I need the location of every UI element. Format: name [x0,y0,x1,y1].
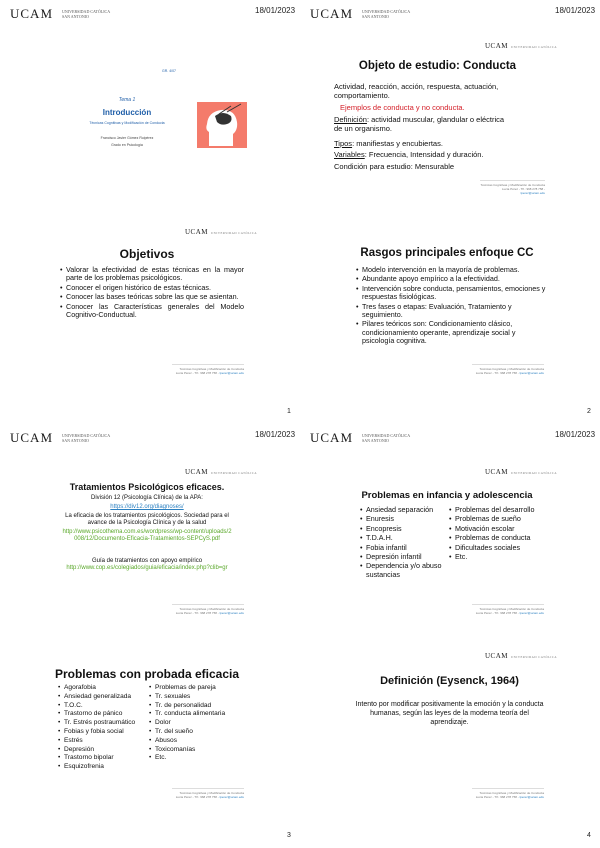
slide-logo: UCAM UNIVERSIDAD CATÓLICA [485,652,558,660]
footer-email-link[interactable]: lperez@ucam.edu [520,191,545,195]
list-item: • Agorafobia [58,684,148,692]
logo-sub-line-1: UNIVERSIDAD CATÓLICA [362,9,411,14]
logo-sub-line-1: UNIVERSIDAD CATÓLICA [62,9,111,14]
list-item: • Tr. del sueño [149,728,244,736]
course-code: GR. 4/07 [162,69,177,73]
objetivos-list [60,266,244,320]
list-item: • Tr. conducta alimentaria [149,710,244,718]
list-item: • Tres fases o etapas: Evaluación, Tratamiento y seguimiento. [356,303,548,320]
footer-email-link[interactable]: lperez@ucam.edu [219,611,244,615]
list-item: • Tr. Estrés postraumático [58,719,148,727]
list-item: • Abundante apoyo empírico a la efectividad. [356,275,548,283]
list-item: • Estrés [58,737,148,745]
slide-title-text: Introducción [102,108,152,117]
page-date: 18/01/2023 [555,6,596,15]
page-date: 18/01/2023 [255,6,296,15]
infancia-list-left [360,506,448,580]
apa-link[interactable]: https://div12.org/diagnoses/ [110,504,184,510]
list-item: • Etc. [149,754,244,762]
slide-logo: UCAM UNIVERSIDAD CATÓLICA [185,468,258,476]
logo-sub-line-2: SAN ANTONIO [62,438,89,443]
guia-text: Guía de tratamientos con apoyo empírico [91,558,203,564]
page-number: 2 [587,408,591,415]
list-item: • Pilares teóricos son: Condicionamiento clásico, condicionamiento operante, aprendizaje social y psicología cognitiva. [356,320,548,345]
list-item: • Conocer las Características generales del Modelo Cognitivo-Conductual. [60,303,244,320]
slide-logo: UCAM UNIVERSIDAD CATÓLICA [485,468,558,476]
page-logo-sub [362,9,410,19]
objeto-variables: Variables: Frecuencia, Intensidad y duración. [334,150,484,159]
list-item: • Problemas del desarrollo [449,506,544,514]
tema-label: Tema 1 [118,97,136,103]
list-item: • Encopresis [360,525,448,533]
objeto-condicion: Condición para estudio: Mensurable [334,162,455,171]
slide-footer: Técnicas Cognitivas y Modificación de Conducta Lucía Pérez - Tlf.: 968 278 758 - lperez@ucam.edu [472,788,544,799]
slide-title-rasgos: Rasgos principales enfoque CC [360,247,534,259]
page-date: 18/01/2023 [255,430,296,439]
slide-rasgos [352,222,592,375]
page-2 [300,0,600,424]
page-3 [0,424,300,848]
slide-footer: Técnicas Cognitivas y Modificación de Conducta Lucía Pérez - Tlf.: 968 278 758 - lperez@ucam.edu [172,364,244,375]
page-logo-sub [62,9,110,19]
list-item: • T.D.A.H. [360,534,448,542]
page-1 [0,0,300,424]
slide-definicion [352,646,592,799]
infancia-list-right [449,506,544,562]
slide-objeto-estudio [330,38,570,195]
definicion-text: Intento por modificar positivamente la emoción y la conducta humanas, según las leyes de la moderna teoría del aprendizaje. [355,701,544,726]
slide-logo: UCAM UNIVERSIDAD CATÓLICA [485,42,558,50]
slide-title [52,35,277,175]
list-item: • Problemas de conducta [449,534,544,542]
author: Francisco Javier Gómez Ruipérez [100,136,154,140]
list-item: • Dolor [149,719,244,727]
list-item: • Trastorno bipolar [58,754,148,762]
slide-footer: Técnicas Cognitivas y Modificación de Conducta Lucía Pérez - Tlf.: 968 278 758 - lperez@ucam.edu [172,788,244,799]
list-item: • Ansiedad separación [360,506,448,514]
page-number: 1 [287,408,291,415]
list-item: • Problemas de pareja [149,684,244,692]
list-item: • Problemas de sueño [449,515,544,523]
slide-footer: Técnicas Cognitivas y Modificación de Conducta Lucía Pérez - Tlf.: 968 278 758 - lperez@ucam.edu [480,180,545,195]
cop-link[interactable]: http://www.cop.es/colegiados/guia/eficacia/index.php?clib=gr [66,565,228,571]
list-item: • Depresión [58,746,148,754]
logo-sub-line-2: SAN ANTONIO [62,14,89,19]
list-item: • Toxicomanías [149,746,244,754]
list-item: • Fobias y fobia social [58,728,148,736]
list-item: • Intervención sobre conducta, pensamientos, emociones y respuestas fisiológicas. [356,285,548,302]
list-item: • Trastorno de pánico [58,710,148,718]
footer-email-link[interactable]: lperez@ucam.edu [519,611,544,615]
logo-sub-line-2: SAN ANTONIO [362,438,389,443]
list-item: • Motivación escolar [449,525,544,533]
slide-infancia [352,462,592,615]
page-logo-sub [362,433,410,443]
slide-title-tratamientos: Tratamientos Psicológicos eficaces. [69,482,225,492]
page-number: 3 [287,832,291,839]
footer-email-link[interactable]: lperez@ucam.edu [219,371,244,375]
slide-footer: Técnicas Cognitivas y Modificación de Conducta Lucía Pérez - Tlf.: 968 278 758 - lperez@ucam.edu [472,364,544,375]
probada-list-right [149,684,244,763]
slide-title-definicion: Definición (Eysenck, 1964) [380,675,519,687]
list-item: • Valorar la efectividad de estas técnicas en la mayor parte de los problemas psicológicos. [60,266,244,283]
page-date: 18/01/2023 [555,430,596,439]
rasgos-list [356,266,548,347]
slide-tratamientos [52,462,292,615]
slide-title-objeto: Objeto de estudio: Conducta [358,60,517,72]
list-item: • Dificultades sociales [449,544,544,552]
head-illustration [197,102,247,148]
list-item: • Conocer las bases teóricas sobre las que se asientan. [60,293,244,301]
page-logo-sub [62,433,110,443]
list-item: • Tr. de personalidad [149,702,244,710]
slide-subtitle: Técnicas Cognitivas y Modificación de Conducta [89,121,165,125]
page-logo: UCAM [310,6,354,21]
apa-text: División 12 (Psicología Clínica) de la APA: [91,495,203,501]
list-item: • Enuresis [360,515,448,523]
list-item: • Conocer el origen histórico de estas técnicas. [60,284,244,292]
logo-sub-line-1: UNIVERSIDAD CATÓLICA [62,433,111,438]
page-logo: UCAM [10,6,54,21]
slide-logo: UCAM UNIVERSIDAD CATÓLICA [185,228,258,236]
list-item: • Etc. [449,553,544,561]
list-item: • Fobia infantil [360,544,448,552]
slide-title-infancia: Problemas en infancia y adolescencia [361,490,533,501]
logo-sub-line-1: UNIVERSIDAD CATÓLICA [362,433,411,438]
probada-list-left [58,684,148,772]
objeto-line-2: Ejemplos de conducta y no conducta. [340,103,465,112]
page-logo: UCAM [310,430,354,445]
psicothema-link[interactable]: http://www.psicothema.com.es/wordpress/wp-content/uploads/2008/12/Documento-Eficacia-Tratamientos-SEPCyS.pdf [62,529,232,542]
slide-title-objetivos: Objetivos [119,247,175,261]
list-item: • Ansiedad generalizada [58,693,148,701]
slide-footer: Técnicas Cognitivas y Modificación de Conducta Lucía Pérez - Tlf.: 968 278 758 - lperez@ucam.edu [472,604,544,615]
slide-objetivos [52,222,292,375]
list-item: • T.O.C. [58,702,148,710]
footer-email-link[interactable]: lperez@ucam.edu [519,371,544,375]
objeto-tipos: Tipos: manifiestas y encubiertas. [334,139,443,148]
objeto-definicion: Definición: actividad muscular, glandular o eléctrica de un organismo. [334,115,505,133]
slide-title-probada: Problemas con probada eficacia [54,667,240,681]
list-item: • Abusos [149,737,244,745]
degree: Grado en Psicología [111,143,143,147]
slide-probada [52,646,292,799]
footer-email-link[interactable]: lperez@ucam.edu [219,795,244,799]
footer-email-link[interactable]: lperez@ucam.edu [519,795,544,799]
list-item: • Modelo intervención en la mayoría de problemas. [356,266,548,274]
list-item: • Dependencia y/o abuso sustancias [360,562,448,579]
list-item: • Tr. sexuales [149,693,244,701]
list-item: • Esquizofrenia [58,763,148,771]
page-4 [300,424,600,848]
page-logo: UCAM [10,430,54,445]
objeto-line-1: Actividad, reacción, acción, respuesta, actuación, comportamiento. [334,82,499,100]
slide-footer: Técnicas Cognitivas y Modificación de Conducta Lucía Pérez - Tlf.: 968 278 758 - lperez@ucam.edu [172,604,244,615]
page-number: 4 [587,832,591,839]
list-item: • Depresión infantil [360,553,448,561]
eficacia-text: La eficacia de los tratamientos psicológicos. Sociedad para el avance de la Psicología Clínica y de la salud [65,513,229,526]
logo-sub-line-2: SAN ANTONIO [362,14,389,19]
